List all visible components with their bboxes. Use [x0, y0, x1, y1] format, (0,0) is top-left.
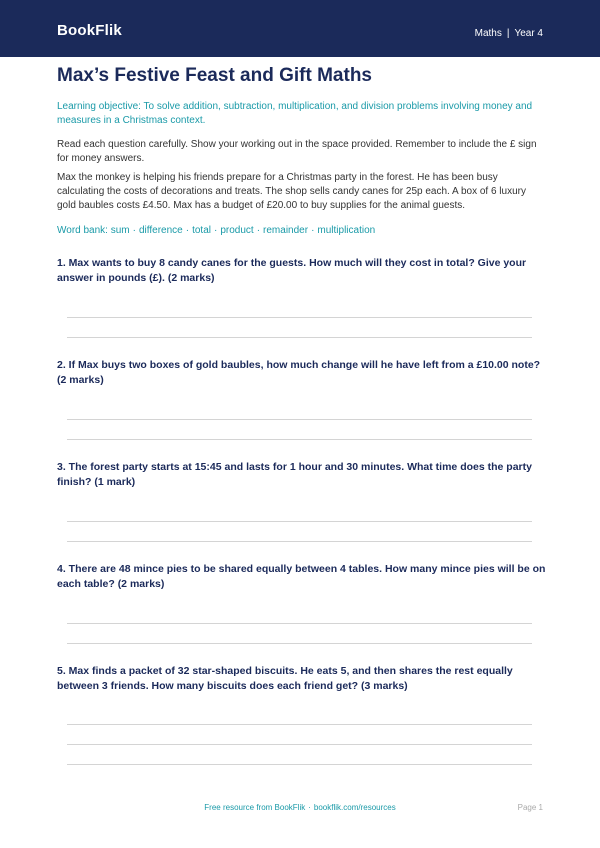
- word-bank-word: product: [220, 225, 254, 236]
- subject-label: Maths: [474, 28, 502, 39]
- answer-line[interactable]: [67, 643, 532, 644]
- word-bank-label: Word bank:: [57, 225, 108, 236]
- year-label: Year 4: [514, 28, 543, 39]
- answer-line[interactable]: [67, 419, 532, 420]
- answer-line[interactable]: [67, 521, 532, 522]
- page-header: [0, 0, 600, 57]
- answer-line[interactable]: [67, 623, 532, 624]
- answer-line[interactable]: [67, 764, 532, 765]
- worksheet-title: Max’s Festive Feast and Gift Maths: [57, 65, 372, 86]
- question-4: 4. There are 48 mince pies to be shared equally between 4 tables. How many mince pies will be on each table? (2 marks): [57, 563, 546, 590]
- word-bank-word: multiplication: [317, 225, 376, 236]
- footer-link[interactable]: bookflik.com/resources: [313, 803, 396, 812]
- answer-line[interactable]: [67, 541, 532, 542]
- word-bank-word: total: [192, 225, 211, 236]
- brand-logo: BookFlik: [57, 22, 122, 39]
- question-1: 1. Max wants to buy 8 candy canes for the guests. How much will they cost in total? Give your answer in pounds (£). (2 marks): [57, 257, 527, 284]
- word-bank-separator: ·: [185, 225, 190, 236]
- word-bank-word: difference: [138, 225, 183, 236]
- page-number: Page 1: [517, 803, 543, 812]
- question-5: 5. Max finds a packet of 32 star-shaped biscuits. He eats 5, and then shares the rest equally between 3 friends. How many biscuits does each friend get? (3 marks): [57, 665, 513, 692]
- story-text: Max the monkey is helping his friends prepare for a Christmas party in the forest. He has been busy calculating the costs of decorations and treats. The shop sells candy canes for 25p each. A box of 6 luxury gold baubles costs £4.50. Max has a budget of £20.00 to buy supplies for the animal guests.: [57, 172, 526, 211]
- word-bank-separator: ·: [311, 225, 315, 236]
- answer-line[interactable]: [67, 724, 532, 725]
- word-bank-separator: ·: [132, 225, 136, 236]
- learning-objective: Learning objective: To solve addition, subtraction, multiplication, and division problems involving money and measures in a Christmas context.: [57, 101, 533, 126]
- subject-separator: |: [506, 28, 510, 39]
- instructions-text: Read each question carefully. Show your working out in the space provided. Remember to include the £ sign for money answers.: [57, 139, 537, 164]
- footer-separator: ·: [308, 803, 311, 812]
- word-bank-word: sum: [110, 225, 130, 236]
- word-bank-separator: ·: [213, 225, 218, 236]
- subject-year-label: [475, 28, 543, 39]
- footer: [0, 803, 600, 812]
- answer-line[interactable]: [67, 337, 532, 338]
- word-bank-word: remainder: [263, 225, 309, 236]
- question-3: 3. The forest party starts at 15:45 and lasts for 1 hour and 30 minutes. What time does the party finish? (1 mark): [57, 461, 532, 488]
- answer-line[interactable]: [67, 439, 532, 440]
- answer-line[interactable]: [67, 317, 532, 318]
- footer-text: Free resource from BookFlik: [204, 803, 306, 812]
- question-2: 2. If Max buys two boxes of gold baubles, how much change will he have left from a £10.00 note? (2 marks): [57, 359, 541, 386]
- word-bank-separator: ·: [256, 225, 261, 236]
- answer-line[interactable]: [67, 744, 532, 745]
- word-bank: [57, 224, 547, 238]
